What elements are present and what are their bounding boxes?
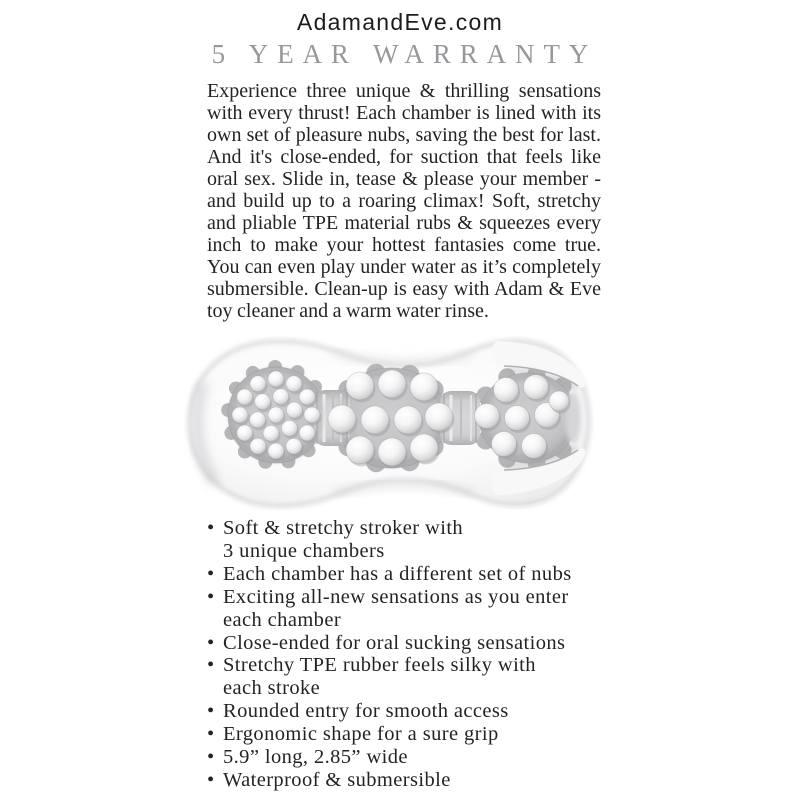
pleasure-nub bbox=[232, 407, 248, 423]
description-line: submersible. Clean-up is easy with Adam & Eve bbox=[207, 278, 601, 300]
pleasure-nub bbox=[286, 438, 302, 454]
pleasure-nub bbox=[492, 432, 517, 457]
description-line: You can even play under water as it’s completely bbox=[207, 256, 601, 278]
feature-text: Rounded entry for smooth access bbox=[223, 700, 509, 723]
pleasure-nub bbox=[268, 371, 284, 387]
pleasure-nub bbox=[304, 407, 320, 423]
description-line: toy cleaner and a warm water rinse. bbox=[207, 300, 489, 322]
feature-item-continuation bbox=[207, 677, 609, 700]
bullet-icon: • bbox=[207, 723, 215, 746]
bullet-icon: • bbox=[207, 768, 215, 791]
description-line: oral sex. Slide in, tease & please your member - bbox=[207, 168, 601, 190]
feature-text: Stretchy TPE rubber feels silky with bbox=[223, 654, 536, 677]
feature-text: each chamber bbox=[223, 608, 342, 631]
pleasure-nub bbox=[378, 370, 406, 398]
description-line: with every thrust! Each chamber is lined with its bbox=[207, 102, 601, 124]
pleasure-nub bbox=[346, 372, 374, 400]
feature-text: Close-ended for oral sucking sensations bbox=[223, 631, 566, 654]
pleasure-nub bbox=[255, 394, 271, 410]
description-line: inch to make your hottest fantasies come true. bbox=[207, 234, 601, 256]
pleasure-nub bbox=[250, 376, 266, 392]
pleasure-nub bbox=[281, 420, 297, 436]
feature-item bbox=[207, 769, 609, 792]
feature-text: Exciting all-new sensations as you enter bbox=[223, 585, 569, 608]
feature-item-continuation bbox=[207, 540, 609, 563]
pleasure-nub bbox=[522, 434, 547, 459]
pleasure-nub bbox=[286, 376, 302, 392]
pleasure-nub bbox=[268, 443, 284, 459]
feature-item-continuation bbox=[207, 609, 609, 632]
pleasure-nub bbox=[286, 402, 302, 418]
pleasure-nub bbox=[378, 438, 406, 466]
feature-item bbox=[207, 654, 609, 677]
feature-text: 5.9” long, 2.85” wide bbox=[223, 746, 408, 769]
feature-item bbox=[207, 746, 609, 769]
description-line: And it's close-ended, for suction that feels like bbox=[207, 146, 601, 168]
pleasure-nub bbox=[524, 375, 549, 400]
pleasure-nub bbox=[475, 404, 500, 429]
bullet-icon: • bbox=[207, 746, 215, 769]
pleasure-nub bbox=[263, 425, 279, 441]
feature-item bbox=[207, 723, 609, 746]
feature-item bbox=[207, 700, 609, 723]
pleasure-nub bbox=[237, 389, 253, 405]
feature-item bbox=[207, 563, 609, 586]
pleasure-nub bbox=[505, 406, 530, 431]
feature-item bbox=[207, 517, 609, 540]
pleasure-nub bbox=[346, 436, 374, 464]
shell-bottom-shade bbox=[334, 484, 474, 494]
pleasure-nub bbox=[250, 438, 266, 454]
feature-text: Ergonomic shape for a sure grip bbox=[223, 723, 499, 746]
pleasure-nub bbox=[268, 407, 284, 423]
bullet-icon: • bbox=[207, 562, 215, 585]
feature-text: Soft & stretchy stroker with bbox=[223, 517, 464, 539]
product-illustration-stroker-cross-section bbox=[183, 328, 625, 518]
pleasure-nub bbox=[237, 425, 253, 441]
pleasure-nub bbox=[299, 425, 315, 441]
bullet-icon: • bbox=[207, 585, 215, 608]
pleasure-nub bbox=[361, 406, 389, 434]
feature-text: Each chamber has a different set of nubs bbox=[223, 562, 572, 585]
feature-item bbox=[207, 586, 609, 609]
bullet-icon: • bbox=[207, 631, 215, 654]
pleasure-nub bbox=[410, 434, 438, 462]
pleasure-nub bbox=[410, 373, 438, 401]
warranty-heading: 5 YEAR WARRANTY bbox=[211, 39, 598, 69]
product-description bbox=[207, 80, 601, 322]
feature-text: Waterproof & submersible bbox=[223, 768, 451, 791]
feature-item bbox=[207, 632, 609, 655]
pleasure-nub bbox=[273, 389, 289, 405]
feature-list bbox=[207, 517, 609, 792]
pleasure-nub bbox=[328, 405, 356, 433]
description-line: own set of pleasure nubs, saving the best for last. bbox=[207, 124, 601, 146]
feature-text: each stroke bbox=[223, 677, 321, 700]
description-line: and pliable TPE material rubs & squeezes every bbox=[207, 212, 601, 234]
bullet-icon: • bbox=[207, 517, 215, 539]
pleasure-nub bbox=[250, 412, 266, 428]
feature-text: 3 unique chambers bbox=[223, 539, 385, 562]
pleasure-nub bbox=[549, 391, 569, 411]
bullet-icon: • bbox=[207, 700, 215, 723]
description-line: Experience three unique & thrilling sensations bbox=[207, 80, 601, 102]
pleasure-nub bbox=[394, 406, 422, 434]
pleasure-nub bbox=[425, 403, 453, 431]
pleasure-nub bbox=[494, 378, 519, 403]
site-name: AdamandEve.com bbox=[296, 9, 504, 35]
description-line: and build up to a roaring climax! Soft, stretchy bbox=[207, 190, 601, 212]
bullet-icon: • bbox=[207, 654, 215, 677]
